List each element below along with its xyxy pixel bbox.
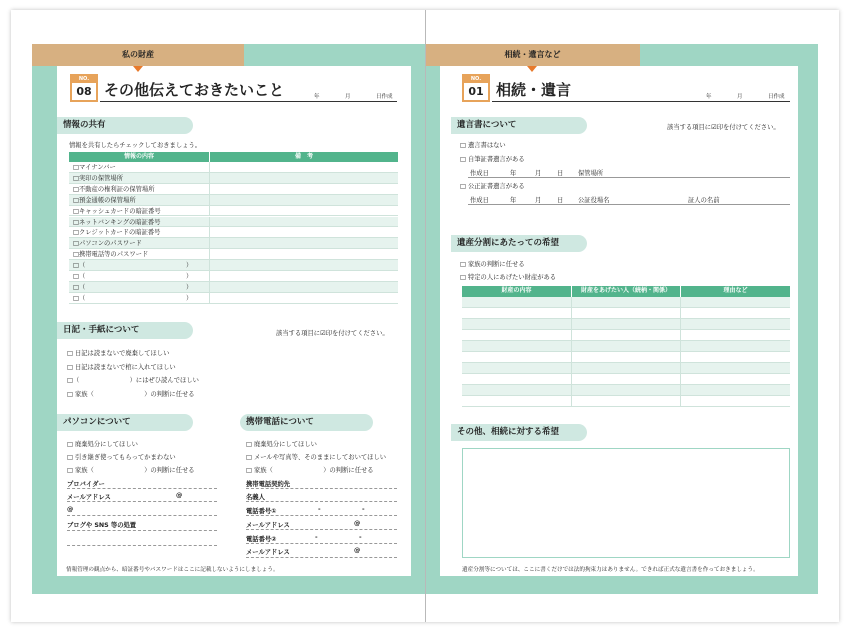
info-table-row (69, 184, 398, 195)
pc-blog-label: ブログや SNS 等の処置 (67, 522, 137, 529)
info-note-cell[interactable] (210, 260, 398, 271)
info-item-label[interactable]: □実印の保管場所 (73, 174, 124, 182)
pc-mail-label: メールアドレス (67, 494, 111, 501)
division-table-row[interactable] (462, 352, 790, 363)
division-table-row[interactable] (462, 308, 790, 319)
mobile-contract-line[interactable] (246, 488, 397, 489)
division-col-divider (571, 308, 572, 319)
diary-option-2[interactable]: □ 日記は読まないで棺に入れてほしい (67, 364, 176, 371)
will-option-none[interactable]: □ 遺言書はない (460, 142, 506, 149)
mobile-tel2-label: 電話番号② (246, 536, 277, 543)
right-footer-note: 遺産分割等については、ここに書くだけでは法的拘束力はありません。できれば正式な遺言書を作っておきましょう。 (462, 567, 759, 573)
date-created: 日作成 (376, 94, 393, 100)
info-note-cell[interactable] (210, 238, 398, 249)
mobile-mail2-at: @ (354, 547, 361, 554)
diary-option-3[interactable]: □（ ）にはぜひ読んでほしい (67, 377, 199, 384)
info-table-row (69, 206, 398, 217)
mobile-mail1-label: メールアドレス (246, 522, 290, 529)
info-note-cell[interactable] (210, 173, 398, 184)
division-table-row[interactable] (462, 330, 790, 341)
date-month: 月 (737, 94, 743, 100)
info-table-row (69, 260, 398, 271)
mobile-mail1-at: @ (354, 520, 361, 527)
division-col-divider (571, 297, 572, 308)
division-col-divider (571, 330, 572, 341)
mobile-holder-label: 名義人 (246, 494, 265, 501)
info-item-label[interactable]: □携帯電話等のパスワード (73, 251, 149, 259)
no-label: NO. (72, 76, 96, 83)
mobile-option-2[interactable]: □ メールや写真等、そのままにしておいてほしい (246, 454, 387, 461)
notary-day: 日 (557, 197, 564, 204)
page-number: 08 (76, 85, 92, 98)
info-note-cell[interactable] (210, 162, 398, 173)
division-col-divider (680, 330, 681, 341)
info-table-row (69, 282, 398, 293)
division-option-2[interactable]: □ 特定の人にあげたい財産がある (460, 274, 557, 281)
holo-created-label: 作成日 (470, 170, 489, 177)
mobile-option-3[interactable]: □ 家族（ ）の判断に任せる (246, 467, 374, 474)
will-option-notarial[interactable]: □ 公正証書遺言がある (460, 183, 525, 190)
will-heading: 遺言書について (451, 117, 587, 134)
pc-option-2[interactable]: □ 引き継ぎ使ってもらってかまわない (67, 454, 176, 461)
info-note-cell[interactable] (210, 184, 398, 195)
left-title-rule (100, 101, 397, 102)
pc-mail-line-2[interactable] (67, 515, 217, 516)
holo-year: 年 (510, 170, 517, 177)
left-tab-arrow (133, 66, 143, 72)
right-tab-arrow (527, 66, 537, 72)
right-tab: 相続・遺言など (425, 44, 640, 66)
mobile-mail2-line[interactable] (246, 557, 397, 558)
info-table-row (69, 271, 398, 282)
mobile-option-1[interactable]: □ 廃棄処分にしてほしい (246, 441, 317, 448)
mobile-holder-line[interactable] (246, 501, 397, 502)
pc-blog-line[interactable] (67, 530, 217, 531)
info-note-cell[interactable] (210, 227, 398, 238)
mobile-contract-label: 携帯電話契約先 (246, 481, 291, 488)
pc-blog-line-2[interactable] (67, 545, 217, 546)
division-col-divider (680, 308, 681, 319)
info-note-cell[interactable] (210, 271, 398, 282)
info-item-label[interactable]: □（ ） (73, 294, 193, 302)
info-share-heading: 情報の共有 (57, 117, 193, 134)
date-year: 年 (314, 94, 320, 100)
diary-note: 該当する項目に☑印を付けてください。 (276, 330, 389, 337)
mobile-tel2-line[interactable] (246, 543, 397, 544)
pc-mail-line[interactable] (67, 501, 217, 502)
pc-provider-line[interactable] (67, 488, 217, 489)
info-note-cell[interactable] (210, 206, 398, 217)
will-note: 該当する項目に☑印を付けてください。 (667, 124, 780, 131)
other-free-text-box[interactable] (462, 448, 790, 558)
info-table-row (69, 293, 398, 304)
holo-storage-label: 保管場所 (578, 170, 604, 177)
division-table-row[interactable] (462, 374, 790, 385)
mobile-mail1-line[interactable] (246, 529, 397, 530)
info-note-cell[interactable] (210, 282, 398, 293)
info-note-cell[interactable] (210, 249, 398, 260)
division-col-divider (680, 297, 681, 308)
left-tab: 私の財産 (32, 44, 244, 66)
division-table-row[interactable] (462, 319, 790, 330)
notary-line[interactable] (468, 204, 790, 205)
division-col-divider (571, 385, 572, 396)
info-item-label[interactable]: □パソコンのパスワード (73, 240, 142, 248)
division-table-row[interactable] (462, 396, 790, 407)
division-head-asset: 財産の内容 (462, 286, 571, 297)
division-head-reason: 理由など (681, 286, 790, 297)
division-table-row[interactable] (462, 297, 790, 308)
division-col-divider (680, 374, 681, 385)
info-table-row (69, 173, 398, 184)
info-share-intro: 情報を共有したらチェックしておきましょう。 (69, 142, 202, 149)
right-title-rule (492, 101, 790, 102)
info-item-label[interactable]: □マイナンバー (73, 164, 116, 171)
pc-heading: パソコンについて (57, 414, 193, 431)
info-table-row (69, 249, 398, 260)
info-table-row (69, 162, 398, 173)
notary-month: 月 (535, 197, 542, 204)
mobile-tel1-label: 電話番号① (246, 508, 277, 515)
info-item-label[interactable]: □不動産の権利証の保管場所 (73, 185, 155, 193)
diary-option-4[interactable]: □ 家族（ ）の判断に任せる (67, 391, 195, 398)
division-col-divider (571, 352, 572, 363)
info-item-label[interactable]: □クレジットカードの暗証番号 (73, 229, 161, 237)
info-item-label[interactable]: □預金通帳の保管場所 (73, 196, 136, 204)
diary-heading: 日記・手紙について (57, 322, 193, 339)
date-created: 日作成 (768, 94, 785, 100)
left-number-badge (70, 74, 98, 102)
info-table-row (69, 217, 398, 228)
info-item-label[interactable]: □（ ） (73, 262, 193, 270)
holo-month: 月 (535, 170, 542, 177)
no-label: NO. (464, 76, 488, 83)
division-col-divider (680, 341, 681, 352)
page-number: 01 (468, 85, 484, 98)
will-option-holographic[interactable]: □ 自筆証書遺言がある (460, 156, 525, 163)
info-table-row (69, 227, 398, 238)
left-footer-note: 情報管理の観点から、暗証番号やパスワードはここに記載しないようにしましょう。 (66, 567, 279, 573)
holo-line[interactable] (468, 177, 790, 178)
diary-option-1[interactable]: □ 日記は読まないで廃棄してほしい (67, 350, 170, 357)
division-heading: 遺産分割にあたっての希望 (451, 235, 587, 252)
mobile-tel2-dash-1: - (315, 534, 318, 541)
info-note-cell[interactable] (210, 217, 398, 228)
division-col-divider (680, 396, 681, 407)
right-number-badge (462, 74, 490, 102)
info-item-label[interactable]: □（ ） (73, 283, 193, 291)
division-head-recipient: 財産をあげたい人（続柄・関係） (572, 286, 680, 297)
date-year: 年 (706, 94, 712, 100)
info-note-cell[interactable] (210, 293, 398, 304)
notary-year: 年 (510, 197, 517, 204)
mobile-tel2-dash-2: - (359, 534, 362, 541)
division-table-row[interactable] (462, 341, 790, 352)
info-table-row (69, 238, 398, 249)
info-table-row (69, 195, 398, 206)
division-col-divider (571, 396, 572, 407)
holo-day: 日 (557, 170, 564, 177)
info-note-cell[interactable] (210, 195, 398, 206)
division-col-divider (571, 319, 572, 330)
mobile-tel1-line[interactable] (246, 515, 397, 516)
division-col-divider (571, 374, 572, 385)
pc-mail-at-2: @ (67, 506, 74, 513)
info-item-label[interactable]: □（ ） (73, 273, 193, 280)
pc-mail-at: @ (176, 492, 183, 499)
division-col-divider (680, 385, 681, 396)
page-fold (425, 10, 426, 622)
division-option-1[interactable]: □ 家族の判断に任せる (460, 261, 525, 268)
pc-option-3[interactable]: □ 家族（ ）の判断に任せる (67, 467, 195, 474)
pc-option-1[interactable]: □ 廃棄処分にしてほしい (67, 441, 138, 448)
date-month: 月 (345, 94, 351, 100)
notary-office-label: 公証役場名 (578, 197, 610, 204)
division-col-divider (680, 363, 681, 374)
info-item-label[interactable]: □キャッシュカードの暗証番号 (73, 207, 161, 215)
division-col-divider (680, 352, 681, 363)
mobile-heading: 携帯電話について (240, 414, 373, 431)
notary-witness-label: 証人の名前 (688, 197, 720, 204)
other-heading: その他、相続に対する希望 (451, 424, 587, 441)
notary-created-label: 作成日 (470, 197, 489, 204)
mobile-tel1-dash-1: - (318, 506, 321, 513)
info-table-head-note: 備 考 (210, 152, 398, 162)
division-col-divider (571, 363, 572, 374)
left-page-title: その他伝えておきたいこと (104, 81, 285, 99)
info-item-label[interactable]: □ネットバンキングの暗証番号 (73, 218, 161, 226)
division-table-row[interactable] (462, 363, 790, 374)
pc-provider-label: プロバイダー (67, 481, 105, 488)
info-table-head-item: 情報の内容 (69, 152, 209, 162)
mobile-tel1-dash-2: - (362, 506, 365, 513)
division-col-divider (680, 319, 681, 330)
right-page-title: 相続・遺言 (496, 81, 572, 99)
division-col-divider (571, 341, 572, 352)
mobile-mail2-label: メールアドレス (246, 549, 290, 556)
division-table-row[interactable] (462, 385, 790, 396)
